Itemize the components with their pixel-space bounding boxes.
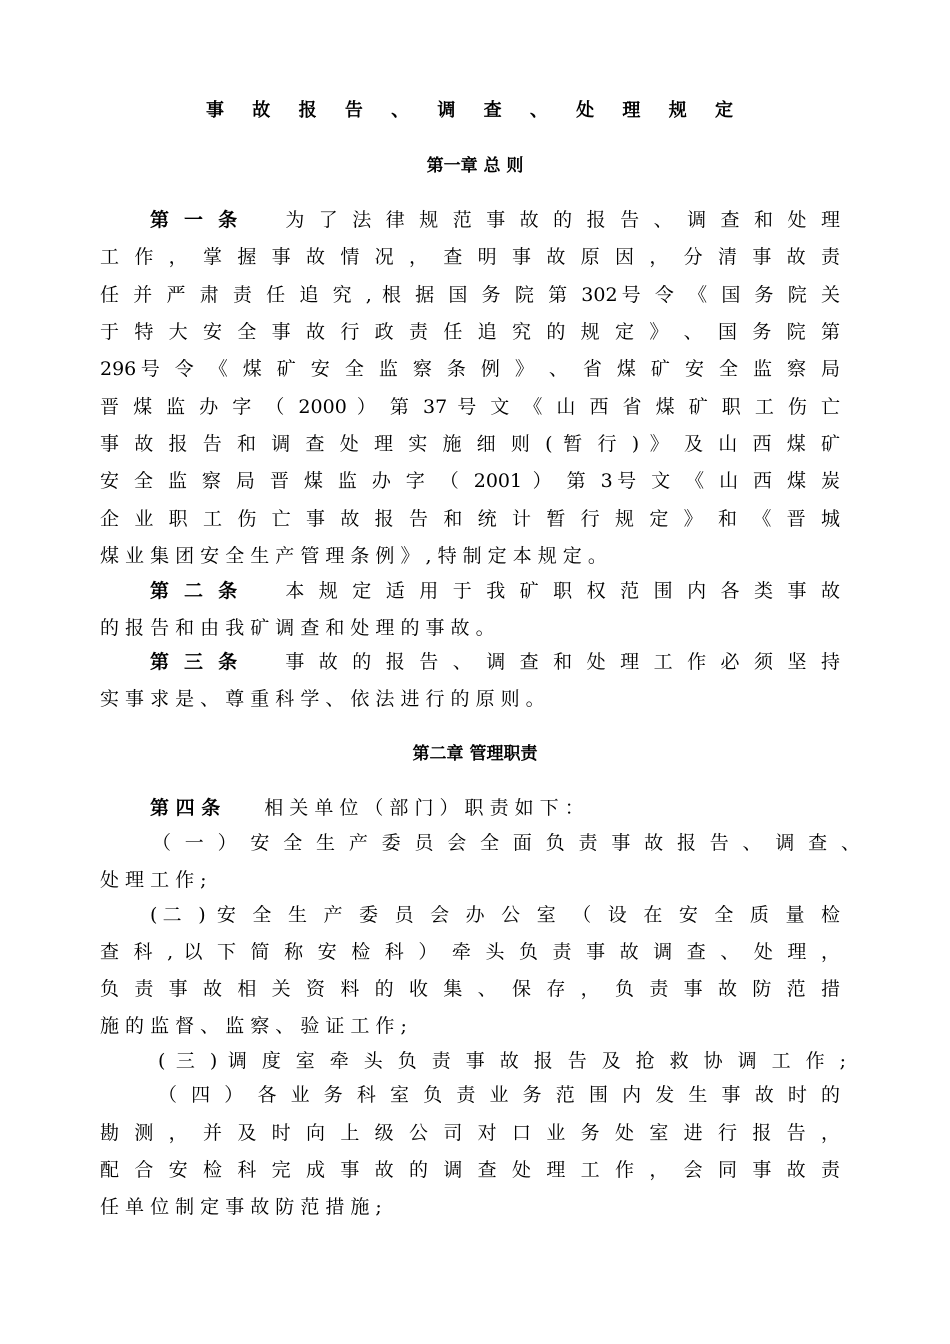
article-2-first-line — [150, 579, 840, 603]
article-3-first-line — [150, 650, 840, 674]
article-4-item-line: (二 ) 安 全 生 产 委 员 会 办 公 室 （ 设 在 安 全 质 量 检 — [150, 904, 840, 926]
article-1-line: 煤 业 集 团 安 全 生 产 管 理 条 例 》 , 特 制 定 本 规 定 。 — [100, 545, 607, 567]
article-1-line: 296号 令 《 煤 矿 安 全 监 察 条 例 》 、 省 煤 矿 安 全 监 察 局 — [100, 358, 840, 380]
article-1-line: 晋 煤 监 办 字 （ 2000 ） 第 37 号 文 《 山 西 省 煤 矿 职 工 伤 亡 — [100, 396, 840, 418]
chapter-2-heading: 第二章 管理职责 — [412, 744, 538, 764]
article-4-item-line: ( 三 ) 调 度 室 牵 头 负 责 事 故 报 告 及 抢 救 协 调 工 作 ; — [158, 1050, 846, 1072]
article-4-item-line: 查 科 , 以 下 简 称 安 检 科 ） 牵 头 负 责 事 故 调 查 、 处 理 ， — [100, 941, 840, 963]
article-4-item-line: 任 单 位 制 定 事 故 防 范 措 施 ; — [100, 1196, 382, 1218]
article-4-item-line: （ 四 ） 各 业 务 科 室 负 责 业 务 范 围 内 发 生 事 故 时 的 — [158, 1084, 840, 1106]
article-4-item-line: 处 理 工 作 ; — [100, 869, 207, 891]
article-4-first-line — [150, 796, 840, 820]
article-4-text: 相 关 单 位 （ 部 门 ） 职 责 如 下 ： — [264, 797, 584, 819]
article-1-label: 第 一 条 — [150, 209, 242, 231]
article-1-line: 企 业 职 工 伤 亡 事 故 报 告 和 统 计 暂 行 规 定 》 和 《 晋 城 — [100, 508, 840, 530]
article-4-item-line: 勘 测 ， 并 及 时 向 上 级 公 司 对 口 业 务 处 室 进 行 报 告 ， — [100, 1122, 840, 1144]
article-1-first-line — [150, 208, 840, 232]
article-1-text: 为 了 法 律 规 范 事 故 的 报 告 、 调 查 和 处 理 — [285, 209, 840, 231]
article-4-item-line: （ 一 ） 安 全 生 产 委 员 会 全 面 负 责 事 故 报 告 、 调 查 、 — [152, 832, 860, 854]
article-1-line: 于 特 大 安 全 事 故 行 政 责 任 追 究 的 规 定 》 、 国 务 院 第 — [100, 321, 840, 343]
document-title: 事 故 报 告 、 调 查 、 处 理 规 定 — [206, 100, 744, 121]
article-1-line: 事 故 报 告 和 调 查 处 理 实 施 细 则 ( 暂 行 ) 》 及 山 西 煤 矿 — [100, 433, 840, 455]
article-3-text: 事 故 的 报 告 、 调 查 和 处 理 工 作 必 须 坚 持 — [285, 651, 840, 673]
article-2-text: 本 规 定 适 用 于 我 矿 职 权 范 围 内 各 类 事 故 — [285, 580, 840, 602]
article-1-line: 安 全 监 察 局 晋 煤 监 办 字 （ 2001 ） 第 3号 文 《 山 西 煤 炭 — [100, 470, 840, 492]
article-1-line: 任 并 严 肃 责 任 追 究 , 根 据 国 务 院 第 302号 令 《 国 务 院 关 — [100, 284, 840, 306]
article-4-item-line: 配 合 安 检 科 完 成 事 故 的 调 查 处 理 工 作 ， 会 同 事 故 责 — [100, 1159, 840, 1181]
article-3-line: 实 事 求 是 、 尊 重 科 学 、 依 法 进 行 的 原 则 。 — [100, 688, 545, 710]
article-2-line: 的 报 告 和 由 我 矿 调 查 和 处 理 的 事 故 。 — [100, 617, 495, 639]
article-2-label: 第 二 条 — [150, 580, 242, 602]
article-4-item-line: 负 责 事 故 相 关 资 料 的 收 集 、 保 存 ， 负 责 事 故 防 范 措 — [100, 978, 840, 1000]
article-4-label: 第 四 条 — [150, 797, 221, 819]
article-1-line: 工 作 ， 掌 握 事 故 情 况 ， 查 明 事 故 原 因 ， 分 清 事 故 责 — [100, 246, 840, 268]
article-4-item-line: 施 的 监 督 、 监 察 、 验 证 工 作 ; — [100, 1015, 407, 1037]
article-3-label: 第 三 条 — [150, 651, 242, 673]
chapter-1-heading: 第一章 总 则 — [426, 156, 524, 176]
